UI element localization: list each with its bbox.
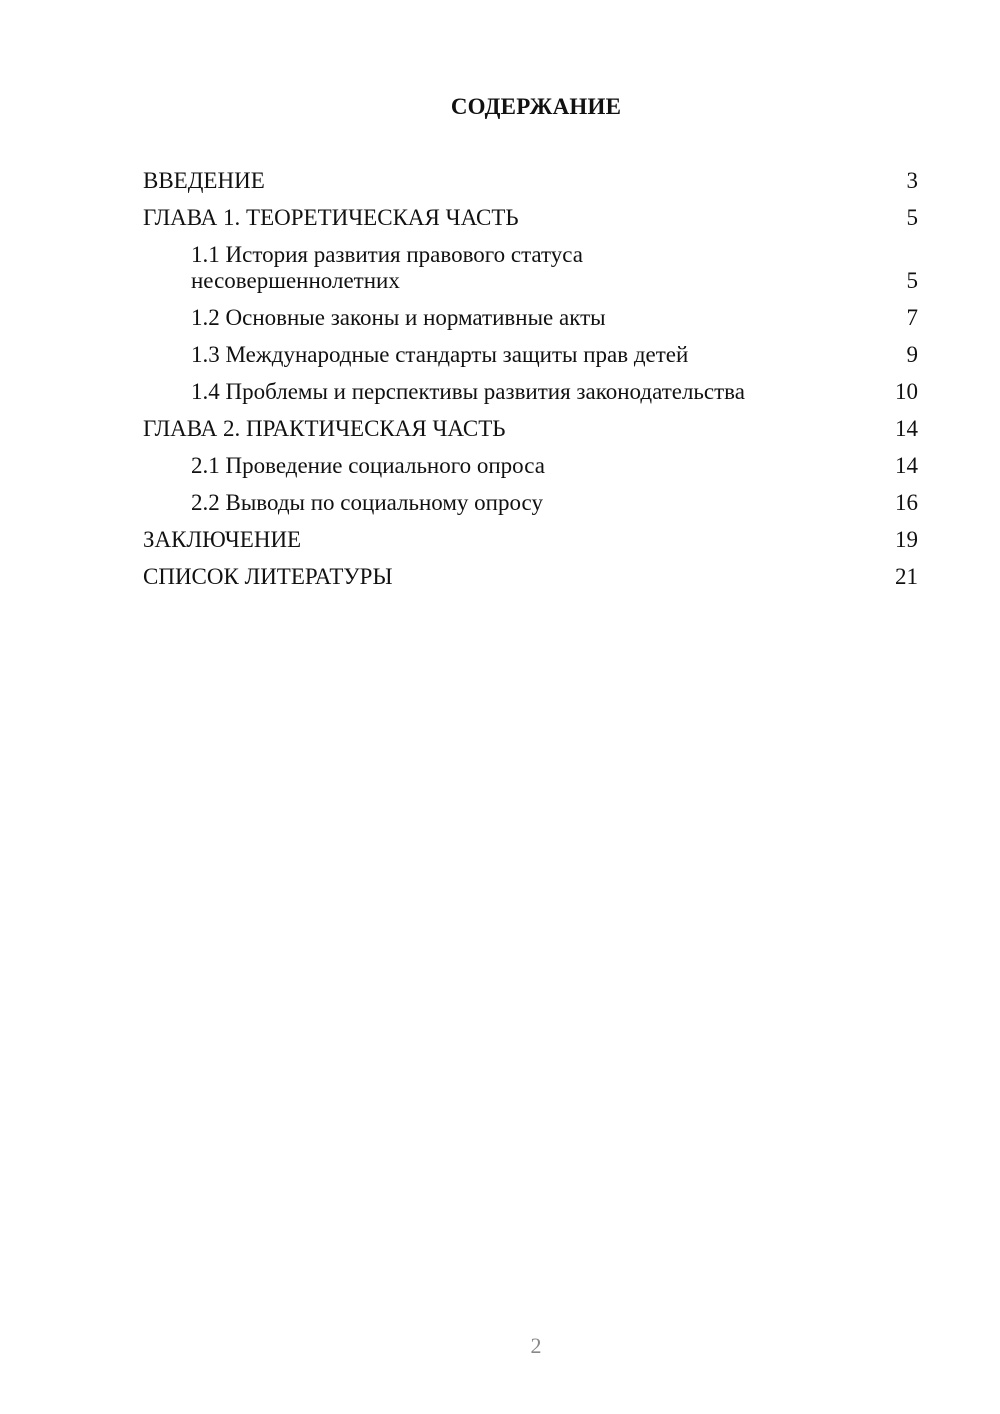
toc-entry-section-1-4[interactable] xyxy=(143,379,918,405)
toc-entry-section-2-1[interactable] xyxy=(143,453,918,479)
toc-entry-page: 5 xyxy=(906,268,918,293)
toc-entry-page: 5 xyxy=(906,205,918,230)
toc-entry-conclusion[interactable] xyxy=(143,527,918,553)
toc-entry-text: ГЛАВА 1. ТЕОРЕТИЧЕСКАЯ ЧАСТЬ xyxy=(143,205,519,230)
toc-entry-page: 7 xyxy=(906,305,918,330)
toc-entry-section-1-1[interactable] xyxy=(143,242,918,294)
toc-entry-page: 14 xyxy=(895,416,918,441)
toc-entry-page: 14 xyxy=(895,453,918,478)
toc-entry-bibliography[interactable] xyxy=(143,564,918,590)
toc-entry-page: 10 xyxy=(895,379,918,404)
toc-entry-text: 2.2 Выводы по социальному опросу xyxy=(191,490,543,515)
toc-entry-text: ВВЕДЕНИЕ xyxy=(143,168,265,193)
toc-entry-text: ЗАКЛЮЧЕНИЕ xyxy=(143,527,302,552)
toc-entry-text: СПИСОК ЛИТЕРАТУРЫ xyxy=(143,564,393,589)
toc-entry-page: 19 xyxy=(895,527,918,552)
toc-entry-text: 1.3 Международные стандарты защиты прав детей xyxy=(191,342,689,367)
toc-entry-text: 1.4 Проблемы и перспективы развития законодательства xyxy=(191,379,745,404)
page-number: 2 xyxy=(530,1333,542,1358)
toc-entry-chapter-2[interactable] xyxy=(143,416,918,442)
toc-entry-page: 21 xyxy=(895,564,918,589)
toc-entry-introduction[interactable] xyxy=(143,168,918,194)
toc-entry-section-1-3[interactable] xyxy=(143,342,918,368)
toc-title: СОДЕРЖАНИЕ xyxy=(450,94,622,119)
toc-entry-page: 9 xyxy=(906,342,918,367)
toc-entry-section-2-2[interactable] xyxy=(143,490,918,516)
toc-entry-section-1-2[interactable] xyxy=(143,305,918,331)
toc-entry-text: 2.1 Проведение социального опроса xyxy=(191,453,545,478)
toc-entry-page: 16 xyxy=(895,490,918,515)
toc-entry-chapter-1[interactable] xyxy=(143,205,918,231)
toc-entry-page: 3 xyxy=(906,168,918,193)
toc-entry-text: 1.1 История развития правового статуса несовершеннолетних xyxy=(191,242,583,293)
table-of-contents xyxy=(143,168,918,601)
toc-entry-text: 1.2 Основные законы и нормативные акты xyxy=(191,305,606,330)
toc-entry-text: ГЛАВА 2. ПРАКТИЧЕСКАЯ ЧАСТЬ xyxy=(143,416,506,441)
